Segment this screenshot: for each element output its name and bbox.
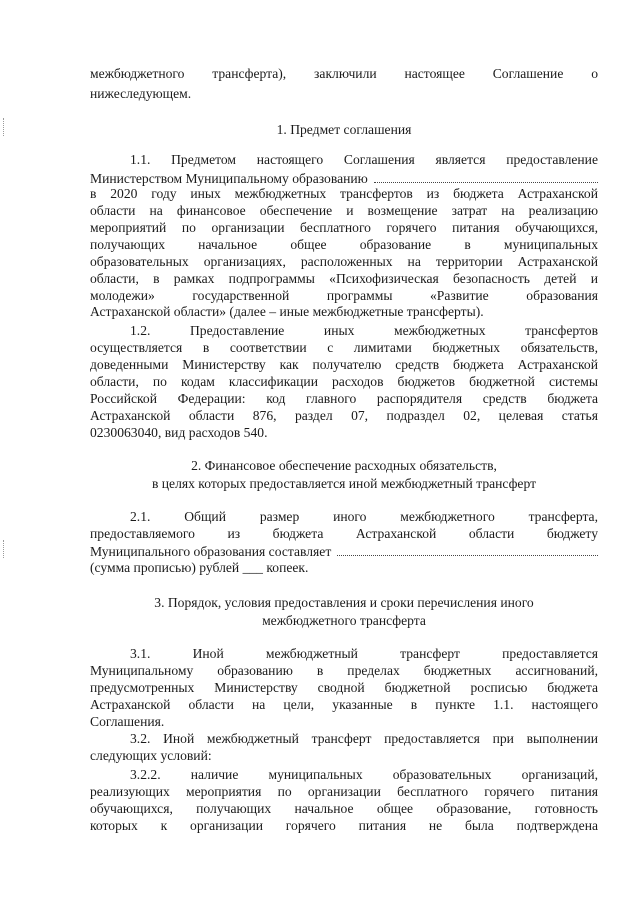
line-text: доведенными Министерству как получателю средств бюджета Астраханской [90, 357, 598, 372]
paragraph-line [90, 357, 598, 373]
paragraph-line [90, 680, 598, 696]
section-heading-line [90, 595, 598, 611]
line-text: Российской Федерации: код главного распорядителя средств бюджета [90, 391, 598, 406]
paragraph-line [90, 186, 598, 202]
paragraph-line [90, 818, 598, 834]
line-text: межбюджетного трансферта), заключили настоящее Соглашение о [90, 66, 598, 81]
line-text: Астраханской области на цели, указанные в пункте 1.1. настоящего [90, 697, 598, 712]
line-text: в целях которых предоставляется иной межбюджетный трансферт [151, 476, 537, 491]
line-text: межбюджетного трансферта [262, 613, 426, 628]
section-heading-line [90, 613, 598, 629]
line-text: в 2020 году иных межбюджетных трансфертов из бюджета Астраханской [90, 186, 598, 201]
fill-in-blank[interactable] [374, 170, 598, 183]
line-text: 1.1. Предметом настоящего Соглашения является предоставление [130, 152, 598, 167]
line-text: предусмотренных Министерству сводной бюджетной росписью бюджета [90, 680, 598, 695]
paragraph-line [90, 288, 598, 304]
left-margin-mark [3, 118, 6, 136]
line-text: следующих условий: [90, 748, 212, 763]
line-text: молодежи» государственной программы «Развитие образования [90, 288, 598, 303]
left-margin-mark [3, 540, 6, 558]
line-text: 2. Финансовое обеспечение расходных обязательств, [191, 458, 497, 473]
line-text: 2.1. Общий размер иного межбюджетного трансферта, [130, 509, 598, 524]
line-text: обучающихся, получающих начальное общее образование, готовность [90, 801, 598, 816]
line-text: 3.2. Иной межбюджетный трансферт предоставляется при выполнении [130, 731, 598, 746]
paragraph-line [90, 323, 598, 339]
paragraph-line [90, 526, 598, 542]
paragraph-line [90, 697, 598, 713]
paragraph-line [90, 220, 598, 236]
line-text: 3.2.2. наличие муниципальных образовательных организаций, [130, 767, 598, 782]
line-text: Соглашения. [90, 714, 165, 729]
paragraph-line [90, 254, 598, 270]
line-text: области, по кодам классификации расходов бюджетов бюджетной системы [90, 374, 598, 389]
paragraph-line [90, 237, 598, 253]
line-text: 1.2. Предоставление иных межбюджетных трансфертов [130, 323, 598, 338]
paragraph-line [90, 425, 598, 441]
line-text: мероприятий по организации бесплатного горячего питания обучающихся, [90, 220, 598, 235]
paragraph-line [90, 391, 598, 407]
line-text: 0230063040, вид расходов 540. [90, 425, 268, 440]
paragraph-line [90, 767, 598, 783]
line-text: нижеследующем. [90, 86, 192, 101]
line-text: Астраханской области» (далее – иные межбюджетные трансферты). [90, 304, 484, 319]
paragraph-line [90, 731, 598, 747]
paragraph-line [90, 714, 598, 730]
line-text: 1. Предмет соглашения [276, 122, 412, 137]
fill-in-blank[interactable] [337, 543, 598, 556]
line-text: Астраханской области 876, раздел 07, подраздел 02, целевая статья [90, 408, 598, 423]
paragraph-line [90, 152, 598, 168]
line-text: предоставляемого из бюджета Астраханской области бюджету [90, 526, 598, 541]
paragraph-line [90, 86, 598, 102]
paragraph-line [90, 509, 598, 525]
line-text: Муниципальному образованию в пределах бюджетных ассигнований, [90, 663, 598, 678]
line-text: осуществляется в соответствии с лимитами бюджетных обязательств, [90, 340, 598, 355]
paragraph-line [90, 66, 598, 82]
line-text: 3. Порядок, условия предоставления и сроки перечисления иного [154, 595, 534, 610]
paragraph-line [90, 748, 598, 764]
line-text: Муниципального образования составляет [90, 544, 332, 559]
paragraph-line [90, 408, 598, 424]
line-text: реализующих мероприятия по организации бесплатного горячего питания [90, 784, 598, 799]
paragraph-line [90, 646, 598, 662]
paragraph-line [90, 271, 598, 287]
paragraph-line [90, 543, 598, 560]
paragraph-line [90, 663, 598, 679]
section-heading-line [90, 458, 598, 474]
paragraph-line [90, 304, 598, 320]
line-text: 3.1. Иной межбюджетный трансферт предоставляется [130, 646, 598, 661]
paragraph-line [90, 170, 598, 187]
paragraph-line [90, 784, 598, 800]
line-text: Министерством Муниципальному образованию [90, 171, 368, 186]
line-text: получающих начальное общее образование в муниципальных [90, 237, 598, 252]
paragraph-line [90, 203, 598, 219]
section-heading-line [90, 476, 598, 492]
line-text: образовательных организациях, расположенных на территории Астраханской [90, 254, 598, 269]
paragraph-line [90, 560, 598, 576]
paragraph-line [90, 340, 598, 356]
section-heading-line [90, 122, 598, 138]
line-text: которых к организации горячего питания не была подтверждена [90, 818, 598, 833]
paragraph-line [90, 374, 598, 390]
line-text: (сумма прописью) рублей ___ копеек. [90, 560, 309, 575]
line-text: области на финансовое обеспечение и возмещение затрат на реализацию [90, 203, 598, 218]
paragraph-line [90, 801, 598, 817]
line-text: области, в рамках подпрограммы «Психофизическая безопасность детей и [90, 271, 598, 286]
